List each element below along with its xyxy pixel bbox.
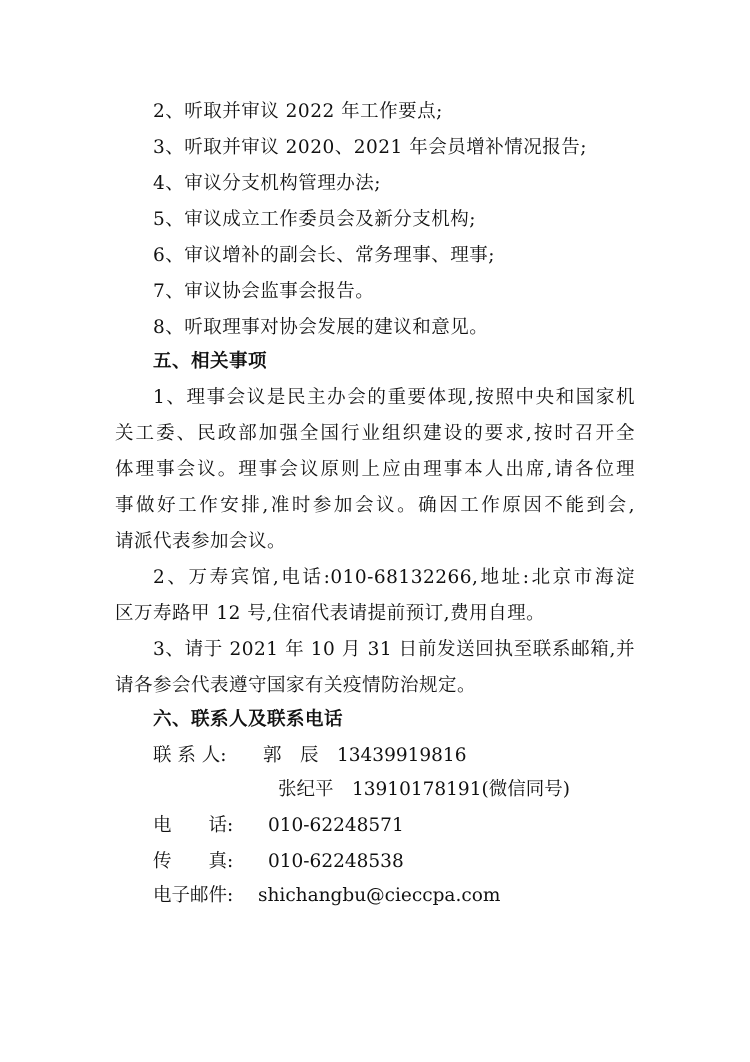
email-address: shichangbu@cieccpa.com [258,885,501,906]
agenda-item: 7、审议协会监事会报告。 [153,281,375,302]
fax-number: 010-62248538 [268,851,404,872]
agenda-item: 2、听取并审议 2022 年工作要点; [153,101,443,122]
paragraph-line: 请派代表参加会议。 [115,531,287,552]
agenda-item: 3、听取并审议 2020、2021 年会员增补情况报告; [153,137,587,158]
paragraph-line: 事做好工作安排,准时参加会议。确因工作原因不能到会, [115,495,635,516]
paragraph-line: 1、理事会议是民主办会的重要体现,按照中央和国家机 [153,387,635,408]
agenda-item: 8、听取理事对协会发展的建议和意见。 [153,317,489,338]
paragraph-line: 体理事会议。理事会议原则上应由理事本人出席,请各位理 [115,459,635,480]
paragraph-line: 2、万寿宾馆,电话:010-68132266,地址:北京市海淀 [153,567,635,588]
contact-person-1: 郭 辰 13439919816 [263,745,467,766]
fax-label: 传 真: [153,851,234,872]
agenda-item: 4、审议分支机构管理办法; [153,173,382,194]
section-heading-related-matters: 五、相关事项 [153,351,268,372]
phone-label: 电 话: [153,815,234,836]
agenda-item: 6、审议增补的副会长、常务理事、理事; [153,245,496,266]
contact-person-label: 联 系 人: [153,745,227,766]
contact-person-2: 张纪平 13910178191(微信同号) [278,779,570,800]
paragraph-line: 请各参会代表遵守国家有关疫情防治规定。 [115,675,477,696]
email-label: 电子邮件: [153,885,234,906]
paragraph-line: 关工委、民政部加强全国行业组织建设的要求,按时召开全 [115,423,635,444]
agenda-item: 5、审议成立工作委员会及新分支机构; [153,209,477,230]
paragraph-line: 区万寿路甲 12 号,住宿代表请提前预订,费用自理。 [115,603,546,624]
phone-number: 010-62248571 [268,815,404,836]
paragraph-line: 3、请于 2021 年 10 月 31 日前发送回执至联系邮箱,并 [153,639,635,660]
section-heading-contacts: 六、联系人及联系电话 [153,709,344,730]
